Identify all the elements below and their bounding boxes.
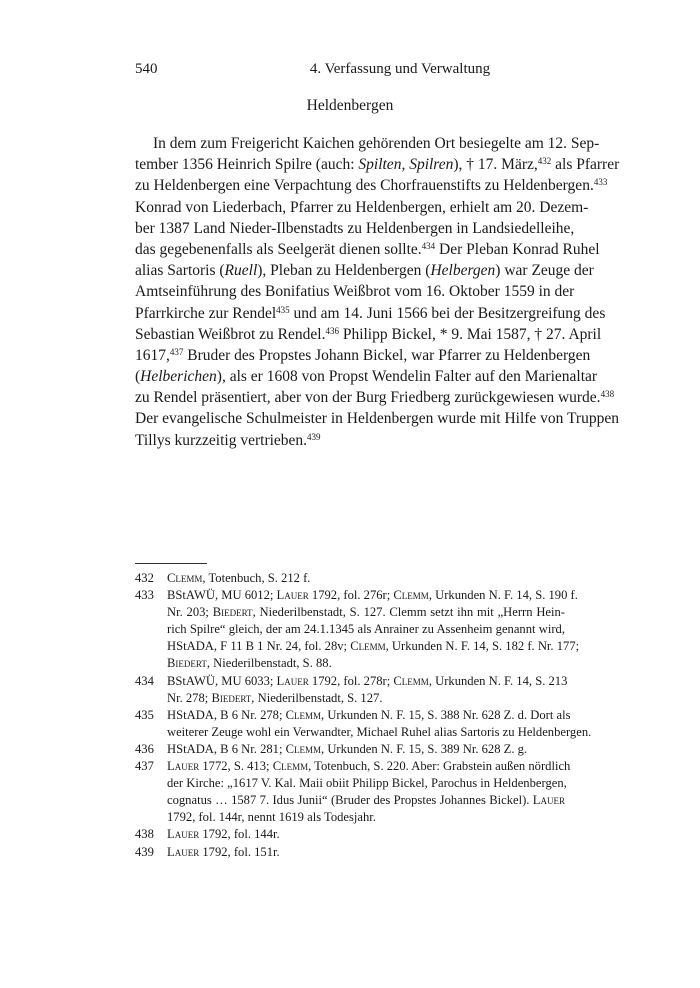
footnote-separator [135,563,207,564]
author-citation: Biedert [212,605,253,620]
italic-term: Spilten, Spilren [358,156,454,174]
author-citation: Lauer [167,827,200,842]
footnote-line: HStADA, F 11 B 1 Nr. 24, fol. 28v; Clemm, Urkunden N. F. 14, S. 182 f. Nr. 177; [167,639,580,654]
text-line: Pfarrkirche zur Rendel$^{435}$ und am 14. Juni 1566 bei der Besitzergreifung des [135,304,606,322]
text-line: In dem zum Freigericht Kaichen gehörenden Ort besiegelte am 12. Sep- [153,135,600,152]
text-line: zu Rendel präsentiert, aber von der Burg Friedberg zurückgewiesen wurde.$^{438}$ [135,389,615,407]
text-line: alias Sartoris (Ruell), Pleban zu Heldenbergen (Helbergen) war Zeuge der [135,262,594,280]
text-line: ber 1387 Land Nieder-Ilbenstadts zu Heldenbergen in Landsiedelleihe, [135,219,575,237]
author-citation: Clemm [285,707,322,722]
footnote-line: Clemm, Totenbuch, S. 212 f. [167,571,311,585]
footnote [135,570,565,587]
text-line: tember 1356 Heinrich Spilre (auch: Spilten, Spilren), † 17. März,$^{432}$ als Pfarrer [135,156,620,174]
footnote-line: weiterer Zeuge wohl ein Verwandter, Michael Ruhel alias Sartoris zu Heldenbergen. [167,724,592,739]
footnote [135,741,565,758]
footnote-line: Lauer 1772, S. 413; Clemm, Totenbuch, S. 220. Aber: Grabstein außen nördlich [167,759,571,774]
footnote-reference: 435 [276,304,290,315]
text-line: das gegebenenfalls als Seelgerät dienen sollte.$^{434}$ Der Pleban Konrad Ruhel [135,240,600,258]
italic-term: Helberichen [140,368,217,386]
footnote-number: 434 [135,673,154,688]
footnote-number: 433 [135,588,154,603]
footnote-line: der Kirche: „1617 V. Kal. Maii obiit Philipp Bickel, Parochus in Heldenbergen, [167,776,567,791]
footnote-line: Nr. 203; Biedert, Niederilbenstadt, S. 127. Clemm setzt ihn mit „Herrn Hein- [167,605,565,620]
footnote-line: HStADA, B 6 Nr. 278; Clemm, Urkunden N. F. 15, S. 388 Nr. 628 Z. d. Dort als [167,707,571,722]
footnote-reference: 432 [537,156,552,167]
footnote-reference: 433 [593,177,608,188]
author-citation: Lauer [167,844,200,859]
author-citation: Clemm [350,639,386,654]
author-citation: Biedert [211,690,252,705]
footnote-line: Nr. 278; Biedert, Niederilbenstadt, S. 127. [167,690,383,705]
footnote-line: 1792, fol. 144r, nennt 1619 als Todesjahr. [167,810,376,825]
section-title: Heldenbergen [306,97,394,114]
text-line: Der evangelische Schulmeister in Heldenbergen wurde mit Hilfe von Truppen [135,410,619,428]
footnote-reference: 437 [169,346,184,357]
text-line: (Helberichen), als er 1608 von Propst Wendelin Falter auf den Marienaltar [135,368,598,386]
footnote [135,844,565,861]
text-line: Sebastian Weißbrot zu Rendel.$^{436}$ Philipp Bickel, * 9. Mai 1587, † 27. April [135,325,602,343]
author-citation: Lauer [167,759,200,774]
author-citation: Clemm [167,571,203,585]
author-citation: Clemm [393,673,429,688]
author-citation: Biedert [167,656,207,671]
italic-term: Ruell [224,262,258,280]
footnote-number: 437 [135,759,154,774]
footnote-line: rich Spilre“ gleich, der am 24.1.1345 als Anrainer zu Assenheim genannt wird, [167,622,565,637]
footnote-number: 435 [135,707,154,722]
running-head: 4. Verfassung und Verwaltung [309,61,491,77]
footnote-reference: 436 [325,325,339,336]
author-citation: Lauer [532,793,565,808]
footnote-number: 432 [135,571,154,585]
footnote-reference: 439 [307,431,321,442]
footnote [135,758,571,826]
footnote-number: 439 [135,844,154,859]
body-paragraph [135,133,620,451]
footnote-line: Lauer 1792, fol. 144r. [167,827,280,842]
footnote-line: HStADA, B 6 Nr. 281; Clemm, Urkunden N. F. 15, S. 389 Nr. 628 Z. g. [167,741,528,756]
footnotes [135,570,592,861]
text-line: Amtseinführung des Bonifatius Weißbrot vom 16. Oktober 1559 in der [135,283,575,301]
author-citation: Lauer [276,673,309,688]
author-citation: Lauer [276,588,309,603]
footnote [135,826,565,843]
footnote-line: Biedert, Niederilbenstadt, S. 88. [167,656,332,671]
text-line: zu Heldenbergen eine Verpachtung des Chorfrauenstifts zu Heldenbergen.$^{433}$ [135,177,608,195]
page-number: 540 [135,61,158,77]
footnote [135,673,568,707]
author-citation: Clemm [285,741,322,756]
footnote-line: Lauer 1792, fol. 151r. [167,844,280,859]
footnote-number: 436 [135,741,154,756]
author-citation: Clemm [393,588,429,603]
footnote [135,587,580,672]
text-line: Konrad von Liederbach, Pfarrer zu Heldenbergen, erhielt am 20. Dezem- [135,198,589,216]
footnote-line: BStAWÜ, MU 6012; Lauer 1792, fol. 276r; Clemm, Urkunden N. F. 14, S. 190 f. [167,588,578,603]
footnote-line: BStAWÜ, MU 6033; Lauer 1792, fol. 278r; Clemm, Urkunden N. F. 14, S. 213 [167,673,568,688]
author-citation: Clemm [272,759,309,774]
footnote-number: 438 [135,827,154,842]
footnote-reference: 434 [421,240,436,251]
footnote-reference: 438 [600,389,615,400]
footnote-line: cognatus … 1587 7. Idus Junii“ (Bruder des Propstes Johannes Bickel). Lauer [167,793,565,808]
text-line: Tillys kurzzeitig vertrieben.$^{439}$ [135,431,321,449]
italic-term: Helbergen [430,262,496,280]
text-line: 1617,$^{437}$ Bruder des Propstes Johann Bickel, war Pfarrer zu Heldenbergen [135,346,591,364]
footnote [135,707,592,741]
